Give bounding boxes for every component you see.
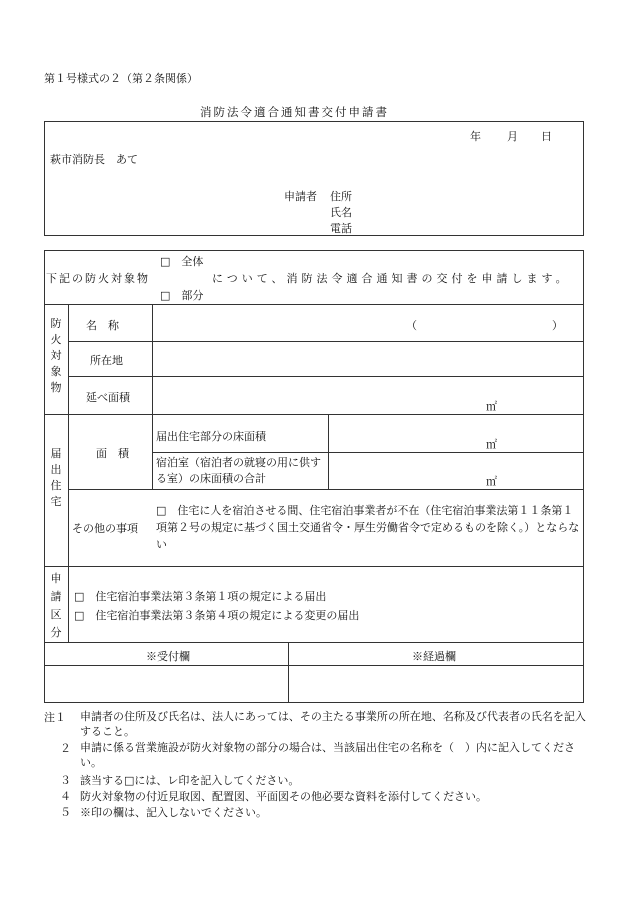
section-fire-object-label: 防 火 対 象 物 xyxy=(50,317,62,394)
request-prefix: 下記の防火対象物 xyxy=(46,272,150,285)
page-title: 消防法令適合通知書交付申請書 xyxy=(200,105,389,119)
name-paren-open: （ xyxy=(406,319,417,332)
scope-part-checkbox[interactable]: □ 部分 xyxy=(160,289,204,302)
section-notified-house-label: 届 出 住 宅 xyxy=(50,447,62,508)
note-number: ４ xyxy=(60,790,71,803)
host-absent-checkbox[interactable]: □ 住宅に人を宿泊させる間、住宅宿泊事業者が不在（住宅宿泊事業法第１１条第１項第２号の規定に基づく国土交通省令・厚生労働省令で定めるものを除く。）とならない xyxy=(156,504,580,551)
applicant-label: 申請者 xyxy=(284,190,317,203)
date-day-label: 日 xyxy=(541,130,552,143)
applicant-address-label: 住所 xyxy=(330,190,352,203)
application-type-option-2[interactable]: □ 住宅宿泊事業法第３条第４項の規定による変更の届出 xyxy=(74,609,360,622)
house-floor-area-unit: ㎡ xyxy=(486,438,497,451)
reception-column-header: ※受付欄 xyxy=(146,650,190,663)
house-floor-area-label: 届出住宅部分の床面積 xyxy=(156,430,266,443)
floor-area-unit: ㎡ xyxy=(486,400,497,413)
form-number: 第１号様式の２（第２条関係） xyxy=(44,72,198,85)
applicant-phone-label: 電話 xyxy=(330,222,352,235)
name-paren-close: ） xyxy=(552,319,563,332)
request-suffix: について、消防法令適合通知書の交付を申請します。 xyxy=(212,272,571,285)
application-header-box xyxy=(44,121,584,236)
progress-column-header: ※経過欄 xyxy=(412,650,456,663)
other-matters-label: その他の事項 xyxy=(72,522,138,535)
guest-room-area-label: 宿泊室（宿泊者の就寝の用に供する室）の床面積の合計 xyxy=(156,456,321,485)
name-label: 名 称 xyxy=(86,319,119,332)
floor-area-label: 延べ面積 xyxy=(86,391,130,404)
area-label: 面 積 xyxy=(96,447,129,460)
note-text: 申請者の住所及び氏名は、法人にあっては、その主たる事業所の所在地、名称及び代表者の氏名を記入すること。 xyxy=(80,710,586,738)
note-number: ２ xyxy=(60,742,71,755)
section-application-type-label: 申 請 区 分 xyxy=(50,572,62,639)
guest-room-area-unit: ㎡ xyxy=(486,475,497,488)
note-text: 申請に係る営業施設が防火対象物の部分の場合は、当該届出住宅の名称を（ ）内に記入してください。 xyxy=(80,741,575,769)
date-month-label: 月 xyxy=(507,130,518,143)
note-text: 該当する□には、レ印を記入してください。 xyxy=(80,774,300,787)
note-number: 注１ xyxy=(44,711,66,724)
note-text: ※印の欄は、記入しないでください。 xyxy=(80,806,267,819)
addressee: 萩市消防長 あて xyxy=(50,153,138,166)
applicant-name-label: 氏名 xyxy=(330,206,352,219)
application-type-option-1[interactable]: □ 住宅宿泊事業法第３条第１項の規定による届出 xyxy=(74,590,327,603)
note-number: ５ xyxy=(60,806,71,819)
note-text: 防火対象物の付近見取図、配置図、平面図その他必要な資料を添付してください。 xyxy=(80,790,487,803)
scope-all-checkbox[interactable]: □ 全体 xyxy=(160,255,204,268)
date-year-label: 年 xyxy=(470,130,481,143)
note-number: ３ xyxy=(60,774,71,787)
location-label: 所在地 xyxy=(90,354,123,367)
